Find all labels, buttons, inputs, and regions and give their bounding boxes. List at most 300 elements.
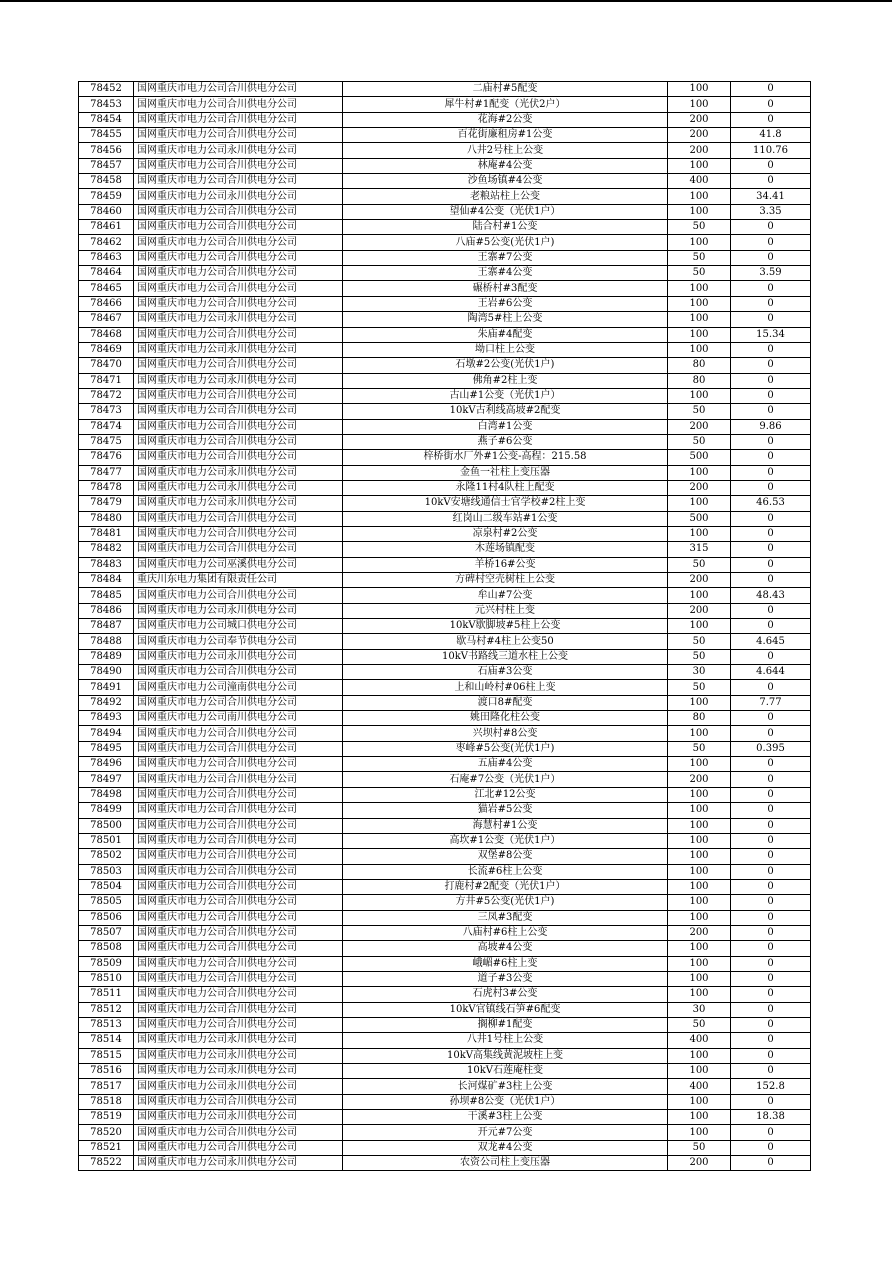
table-row [79, 281, 811, 296]
unit-cell: 国网重庆市电力公司合川供电分公司 [134, 526, 343, 541]
table-row [79, 803, 811, 818]
capacity-cell: 100 [668, 726, 731, 741]
capacity-cell: 100 [668, 388, 731, 403]
value-cell: 0 [731, 757, 811, 772]
unit-cell: 国网重庆市电力公司合川供电分公司 [134, 542, 343, 557]
row-id-cell: 78511 [79, 987, 134, 1002]
capacity-cell: 100 [668, 619, 731, 634]
table-row [79, 864, 811, 879]
transformer-name-cell: 八庙村#6柱上公变 [343, 925, 668, 940]
unit-cell: 国网重庆市电力公司合川供电分公司 [134, 97, 343, 112]
table-row [79, 542, 811, 557]
table-row [79, 97, 811, 112]
row-id-cell: 78461 [79, 220, 134, 235]
row-id-cell: 78508 [79, 941, 134, 956]
unit-cell: 国网重庆市电力公司合川供电分公司 [134, 128, 343, 143]
transformer-name-cell: 王岩#6公变 [343, 296, 668, 311]
value-cell: 0 [731, 1156, 811, 1171]
capacity-cell: 100 [668, 465, 731, 480]
table-row [79, 849, 811, 864]
value-cell: 0 [731, 833, 811, 848]
value-cell: 0 [731, 480, 811, 495]
transformer-name-cell: 打鹿村#2配变（光伏1户） [343, 879, 668, 894]
transformer-name-cell: 木莲场镇配变 [343, 542, 668, 557]
value-cell: 3.59 [731, 266, 811, 281]
row-id-cell: 78503 [79, 864, 134, 879]
value-cell: 0 [731, 1064, 811, 1079]
capacity-cell: 80 [668, 711, 731, 726]
unit-cell: 国网重庆市电力公司合川供电分公司 [134, 1002, 343, 1017]
capacity-cell: 315 [668, 542, 731, 557]
value-cell: 48.43 [731, 588, 811, 603]
table-row [79, 1079, 811, 1094]
unit-cell: 国网重庆市电力公司合川供电分公司 [134, 695, 343, 710]
table-row [79, 833, 811, 848]
transformer-name-cell: 金鱼一社柱上变压器 [343, 465, 668, 480]
capacity-cell: 100 [668, 281, 731, 296]
row-id-cell: 78482 [79, 542, 134, 557]
value-cell: 0 [731, 281, 811, 296]
transformer-name-cell: 10kV歇脚坡#5柱上公变 [343, 619, 668, 634]
unit-cell: 国网重庆市电力公司永川供电分公司 [134, 342, 343, 357]
unit-cell: 国网重庆市电力公司南川供电分公司 [134, 711, 343, 726]
row-id-cell: 78491 [79, 680, 134, 695]
capacity-cell: 200 [668, 772, 731, 787]
capacity-cell: 500 [668, 450, 731, 465]
table-row [79, 956, 811, 971]
row-id-cell: 78483 [79, 557, 134, 572]
value-cell: 0 [731, 818, 811, 833]
table-row [79, 1048, 811, 1063]
transformer-name-cell: 长流#6柱上公变 [343, 864, 668, 879]
transformer-name-cell: 峨嵋#6柱上变 [343, 956, 668, 971]
unit-cell: 国网重庆市电力公司合川供电分公司 [134, 158, 343, 173]
row-id-cell: 78501 [79, 833, 134, 848]
value-cell: 0 [731, 112, 811, 127]
transformer-name-cell: 枣峰#5公变(光伏1户) [343, 741, 668, 756]
table-row [79, 312, 811, 327]
unit-cell: 国网重庆市电力公司合川供电分公司 [134, 112, 343, 127]
table-row [79, 1094, 811, 1109]
value-cell: 0 [731, 649, 811, 664]
unit-cell: 国网重庆市电力公司合川供电分公司 [134, 327, 343, 342]
capacity-cell: 200 [668, 143, 731, 158]
row-id-cell: 78475 [79, 434, 134, 449]
row-id-cell: 78489 [79, 649, 134, 664]
transformer-name-cell: 红岗山二级车站#1公变 [343, 511, 668, 526]
transformer-name-cell: 歇马村#4柱上公变50 [343, 634, 668, 649]
row-id-cell: 78510 [79, 971, 134, 986]
transformer-name-cell: 孙坝#8公变（光伏1户） [343, 1094, 668, 1109]
row-id-cell: 78458 [79, 174, 134, 189]
unit-cell: 国网重庆市电力公司合川供电分公司 [134, 404, 343, 419]
row-id-cell: 78454 [79, 112, 134, 127]
transformer-name-cell: 陶湾5#柱上公变 [343, 312, 668, 327]
transformer-name-cell: 方碑村空壳树柱上公变 [343, 573, 668, 588]
row-id-cell: 78467 [79, 312, 134, 327]
table-row [79, 128, 811, 143]
unit-cell: 国网重庆市电力公司合川供电分公司 [134, 956, 343, 971]
unit-cell: 国网重庆市电力公司永川供电分公司 [134, 189, 343, 204]
capacity-cell: 50 [668, 220, 731, 235]
table-row [79, 220, 811, 235]
unit-cell: 国网重庆市电力公司合川供电分公司 [134, 864, 343, 879]
unit-cell: 国网重庆市电力公司合川供电分公司 [134, 588, 343, 603]
transformer-name-cell: 猫岩#5公变 [343, 803, 668, 818]
value-cell: 0 [731, 526, 811, 541]
row-id-cell: 78488 [79, 634, 134, 649]
table-row [79, 987, 811, 1002]
unit-cell: 国网重庆市电力公司合川供电分公司 [134, 895, 343, 910]
row-id-cell: 78519 [79, 1110, 134, 1125]
transformer-name-cell: 方井#5公变(光伏1户) [343, 895, 668, 910]
value-cell: 0 [731, 680, 811, 695]
capacity-cell: 400 [668, 174, 731, 189]
value-cell: 0 [731, 511, 811, 526]
unit-cell: 国网重庆市电力公司合川供电分公司 [134, 818, 343, 833]
transformer-name-cell: 佛角#2柱上变 [343, 373, 668, 388]
capacity-cell: 100 [668, 787, 731, 802]
capacity-cell: 200 [668, 925, 731, 940]
table-row [79, 1002, 811, 1017]
value-cell: 0 [731, 388, 811, 403]
value-cell: 0 [731, 1017, 811, 1032]
capacity-cell: 30 [668, 1002, 731, 1017]
row-id-cell: 78477 [79, 465, 134, 480]
table-row [79, 757, 811, 772]
capacity-cell: 100 [668, 1064, 731, 1079]
transformer-name-cell: 坳口柱上公变 [343, 342, 668, 357]
table-row [79, 910, 811, 925]
capacity-cell: 100 [668, 1110, 731, 1125]
unit-cell: 国网重庆市电力公司永川供电分公司 [134, 312, 343, 327]
capacity-cell: 100 [668, 312, 731, 327]
table-row [79, 235, 811, 250]
value-cell: 0 [731, 1140, 811, 1155]
table-row [79, 573, 811, 588]
value-cell: 0 [731, 987, 811, 1002]
capacity-cell: 100 [668, 895, 731, 910]
unit-cell: 国网重庆市电力公司合川供电分公司 [134, 833, 343, 848]
transformer-name-cell: 三凤#3配变 [343, 910, 668, 925]
value-cell: 0 [731, 158, 811, 173]
transformer-name-cell: 八井1号柱上公变 [343, 1033, 668, 1048]
table-row [79, 741, 811, 756]
table-row [79, 526, 811, 541]
capacity-cell: 100 [668, 849, 731, 864]
table-row [79, 434, 811, 449]
page-top-rule [0, 0, 892, 2]
unit-cell: 国网重庆市电力公司合川供电分公司 [134, 1017, 343, 1032]
capacity-cell: 100 [668, 956, 731, 971]
transformer-name-cell: 元兴村柱上变 [343, 603, 668, 618]
row-id-cell: 78456 [79, 143, 134, 158]
capacity-cell: 100 [668, 818, 731, 833]
transformer-table [78, 81, 811, 1171]
unit-cell: 国网重庆市电力公司永川供电分公司 [134, 1079, 343, 1094]
unit-cell: 国网重庆市电力公司合川供电分公司 [134, 511, 343, 526]
transformer-name-cell: 花海#2公变 [343, 112, 668, 127]
table-row [79, 112, 811, 127]
unit-cell: 国网重庆市电力公司奉节供电分公司 [134, 634, 343, 649]
capacity-cell: 50 [668, 1140, 731, 1155]
table-row [79, 1033, 811, 1048]
capacity-cell: 100 [668, 97, 731, 112]
transformer-name-cell: 搁柳#1配变 [343, 1017, 668, 1032]
row-id-cell: 78474 [79, 419, 134, 434]
transformer-name-cell: 海慧村#1公变 [343, 818, 668, 833]
row-id-cell: 78466 [79, 296, 134, 311]
transformer-name-cell: 10kV安塘线通信士官学校#2柱上变 [343, 496, 668, 511]
unit-cell: 国网重庆市电力公司合川供电分公司 [134, 665, 343, 680]
row-id-cell: 78485 [79, 588, 134, 603]
value-cell: 0 [731, 711, 811, 726]
transformer-name-cell: 白湾#1公变 [343, 419, 668, 434]
capacity-cell: 100 [668, 910, 731, 925]
table-row [79, 204, 811, 219]
transformer-name-cell: 八井2号柱上公变 [343, 143, 668, 158]
transformer-name-cell: 10kV书路线三道水柱上公变 [343, 649, 668, 664]
capacity-cell: 100 [668, 833, 731, 848]
value-cell: 41.8 [731, 128, 811, 143]
value-cell: 0 [731, 849, 811, 864]
table-row [79, 603, 811, 618]
row-id-cell: 78521 [79, 1140, 134, 1155]
unit-cell: 国网重庆市电力公司合川供电分公司 [134, 987, 343, 1002]
capacity-cell: 30 [668, 665, 731, 680]
unit-cell: 国网重庆市电力公司合川供电分公司 [134, 1094, 343, 1109]
table-row [79, 680, 811, 695]
row-id-cell: 78490 [79, 665, 134, 680]
capacity-cell: 100 [668, 82, 731, 97]
capacity-cell: 200 [668, 1156, 731, 1171]
capacity-cell: 100 [668, 496, 731, 511]
unit-cell: 国网重庆市电力公司城口供电分公司 [134, 619, 343, 634]
unit-cell: 国网重庆市电力公司合川供电分公司 [134, 879, 343, 894]
transformer-name-cell: 五庙#4公变 [343, 757, 668, 772]
row-id-cell: 78495 [79, 741, 134, 756]
capacity-cell: 100 [668, 987, 731, 1002]
transformer-name-cell: 10kV古利线高坡#2配变 [343, 404, 668, 419]
capacity-cell: 100 [668, 342, 731, 357]
value-cell: 0 [731, 342, 811, 357]
row-id-cell: 78515 [79, 1048, 134, 1063]
table-row [79, 511, 811, 526]
capacity-cell: 50 [668, 680, 731, 695]
value-cell: 0 [731, 404, 811, 419]
value-cell: 18.38 [731, 1110, 811, 1125]
row-id-cell: 78457 [79, 158, 134, 173]
unit-cell: 国网重庆市电力公司合川供电分公司 [134, 250, 343, 265]
capacity-cell: 100 [668, 588, 731, 603]
transformer-name-cell: 农资公司柱上变压器 [343, 1156, 668, 1171]
value-cell: 0 [731, 910, 811, 925]
value-cell: 0 [731, 220, 811, 235]
row-id-cell: 78497 [79, 772, 134, 787]
capacity-cell: 100 [668, 204, 731, 219]
table-row [79, 1017, 811, 1032]
table-row [79, 296, 811, 311]
row-id-cell: 78460 [79, 204, 134, 219]
value-cell: 0 [731, 434, 811, 449]
transformer-name-cell: 石虎村3#公变 [343, 987, 668, 1002]
transformer-name-cell: 犀牛村#1配变（光伏2户） [343, 97, 668, 112]
unit-cell: 国网重庆市电力公司合川供电分公司 [134, 358, 343, 373]
transformer-name-cell: 开元#7公变 [343, 1125, 668, 1140]
row-id-cell: 78518 [79, 1094, 134, 1109]
row-id-cell: 78479 [79, 496, 134, 511]
value-cell: 0 [731, 1033, 811, 1048]
value-cell: 15.34 [731, 327, 811, 342]
value-cell: 0 [731, 312, 811, 327]
unit-cell: 国网重庆市电力公司合川供电分公司 [134, 849, 343, 864]
capacity-cell: 50 [668, 250, 731, 265]
capacity-cell: 50 [668, 634, 731, 649]
capacity-cell: 100 [668, 526, 731, 541]
unit-cell: 国网重庆市电力公司永川供电分公司 [134, 603, 343, 618]
row-id-cell: 78494 [79, 726, 134, 741]
row-id-cell: 78487 [79, 619, 134, 634]
value-cell: 0 [731, 726, 811, 741]
table-row [79, 342, 811, 357]
value-cell: 0 [731, 772, 811, 787]
value-cell: 9.86 [731, 419, 811, 434]
capacity-cell: 100 [668, 327, 731, 342]
row-id-cell: 78509 [79, 956, 134, 971]
table-row [79, 480, 811, 495]
row-id-cell: 78470 [79, 358, 134, 373]
unit-cell: 国网重庆市电力公司永川供电分公司 [134, 1110, 343, 1125]
unit-cell: 重庆川东电力集团有限责任公司 [134, 573, 343, 588]
row-id-cell: 78478 [79, 480, 134, 495]
capacity-cell: 200 [668, 112, 731, 127]
unit-cell: 国网重庆市电力公司合川供电分公司 [134, 1125, 343, 1140]
capacity-cell: 100 [668, 757, 731, 772]
row-id-cell: 78522 [79, 1156, 134, 1171]
unit-cell: 国网重庆市电力公司合川供电分公司 [134, 787, 343, 802]
table-row [79, 1110, 811, 1125]
value-cell: 0 [731, 787, 811, 802]
value-cell: 0 [731, 573, 811, 588]
row-id-cell: 78505 [79, 895, 134, 910]
capacity-cell: 50 [668, 404, 731, 419]
table-row [79, 1156, 811, 1171]
table-row [79, 1064, 811, 1079]
unit-cell: 国网重庆市电力公司永川供电分公司 [134, 649, 343, 664]
transformer-name-cell: 石庵#7公变（光伏1户） [343, 772, 668, 787]
row-id-cell: 78492 [79, 695, 134, 710]
transformer-name-cell: 姚田隆化柱公变 [343, 711, 668, 726]
row-id-cell: 78481 [79, 526, 134, 541]
row-id-cell: 78480 [79, 511, 134, 526]
unit-cell: 国网重庆市电力公司合川供电分公司 [134, 281, 343, 296]
value-cell: 0 [731, 97, 811, 112]
row-id-cell: 78517 [79, 1079, 134, 1094]
value-cell: 0 [731, 895, 811, 910]
unit-cell: 国网重庆市电力公司永川供电分公司 [134, 480, 343, 495]
row-id-cell: 78502 [79, 849, 134, 864]
row-id-cell: 78516 [79, 1064, 134, 1079]
unit-cell: 国网重庆市电力公司合川供电分公司 [134, 910, 343, 925]
capacity-cell: 200 [668, 603, 731, 618]
transformer-name-cell: 兴坝村#8公变 [343, 726, 668, 741]
row-id-cell: 78496 [79, 757, 134, 772]
value-cell: 0 [731, 1002, 811, 1017]
value-cell: 0 [731, 174, 811, 189]
row-id-cell: 78504 [79, 879, 134, 894]
row-id-cell: 78462 [79, 235, 134, 250]
table-row [79, 450, 811, 465]
unit-cell: 国网重庆市电力公司合川供电分公司 [134, 388, 343, 403]
unit-cell: 国网重庆市电力公司合川供电分公司 [134, 772, 343, 787]
transformer-name-cell: 百花街廉租房#1公变 [343, 128, 668, 143]
value-cell: 0 [731, 925, 811, 940]
unit-cell: 国网重庆市电力公司合川供电分公司 [134, 434, 343, 449]
unit-cell: 国网重庆市电力公司永川供电分公司 [134, 143, 343, 158]
capacity-cell: 100 [668, 189, 731, 204]
capacity-cell: 100 [668, 1094, 731, 1109]
table-row [79, 143, 811, 158]
table-row [79, 404, 811, 419]
capacity-cell: 400 [668, 1079, 731, 1094]
value-cell: 0 [731, 619, 811, 634]
transformer-name-cell: 老粮站柱上公变 [343, 189, 668, 204]
table-row [79, 619, 811, 634]
value-cell: 0 [731, 971, 811, 986]
capacity-cell: 100 [668, 695, 731, 710]
value-cell: 110.76 [731, 143, 811, 158]
value-cell: 4.645 [731, 634, 811, 649]
unit-cell: 国网重庆市电力公司合川供电分公司 [134, 220, 343, 235]
unit-cell: 国网重庆市电力公司合川供电分公司 [134, 757, 343, 772]
transformer-name-cell: 道子#3公变 [343, 971, 668, 986]
capacity-cell: 500 [668, 511, 731, 526]
transformer-name-cell: 长河煤矿#3柱上公变 [343, 1079, 668, 1094]
transformer-name-cell: 干溪#3柱上公变 [343, 1110, 668, 1125]
transformer-name-cell: 梓桥街水厂外#1公变-高程：215.58 [343, 450, 668, 465]
table-row [79, 649, 811, 664]
transformer-name-cell: 八庙#5公变(光伏1户) [343, 235, 668, 250]
row-id-cell: 78506 [79, 910, 134, 925]
row-id-cell: 78484 [79, 573, 134, 588]
capacity-cell: 100 [668, 1048, 731, 1063]
table-row [79, 174, 811, 189]
unit-cell: 国网重庆市电力公司永川供电分公司 [134, 1064, 343, 1079]
transformer-name-cell: 上和山岭村#06柱上变 [343, 680, 668, 695]
value-cell: 0 [731, 603, 811, 618]
transformer-name-cell: 渡口8#配变 [343, 695, 668, 710]
unit-cell: 国网重庆市电力公司合川供电分公司 [134, 450, 343, 465]
transformer-name-cell: 羊桥16#公变 [343, 557, 668, 572]
transformer-name-cell: 碾桥村#3配变 [343, 281, 668, 296]
row-id-cell: 78498 [79, 787, 134, 802]
row-id-cell: 78468 [79, 327, 134, 342]
transformer-name-cell: 沙鱼场镇#4公变 [343, 174, 668, 189]
unit-cell: 国网重庆市电力公司合川供电分公司 [134, 741, 343, 756]
capacity-cell: 200 [668, 573, 731, 588]
value-cell: 0 [731, 465, 811, 480]
value-cell: 0 [731, 1125, 811, 1140]
capacity-cell: 100 [668, 864, 731, 879]
row-id-cell: 78472 [79, 388, 134, 403]
table-row [79, 726, 811, 741]
capacity-cell: 100 [668, 235, 731, 250]
table-row [79, 388, 811, 403]
table-row [79, 879, 811, 894]
capacity-cell: 50 [668, 1017, 731, 1032]
row-id-cell: 78520 [79, 1125, 134, 1140]
capacity-cell: 50 [668, 741, 731, 756]
